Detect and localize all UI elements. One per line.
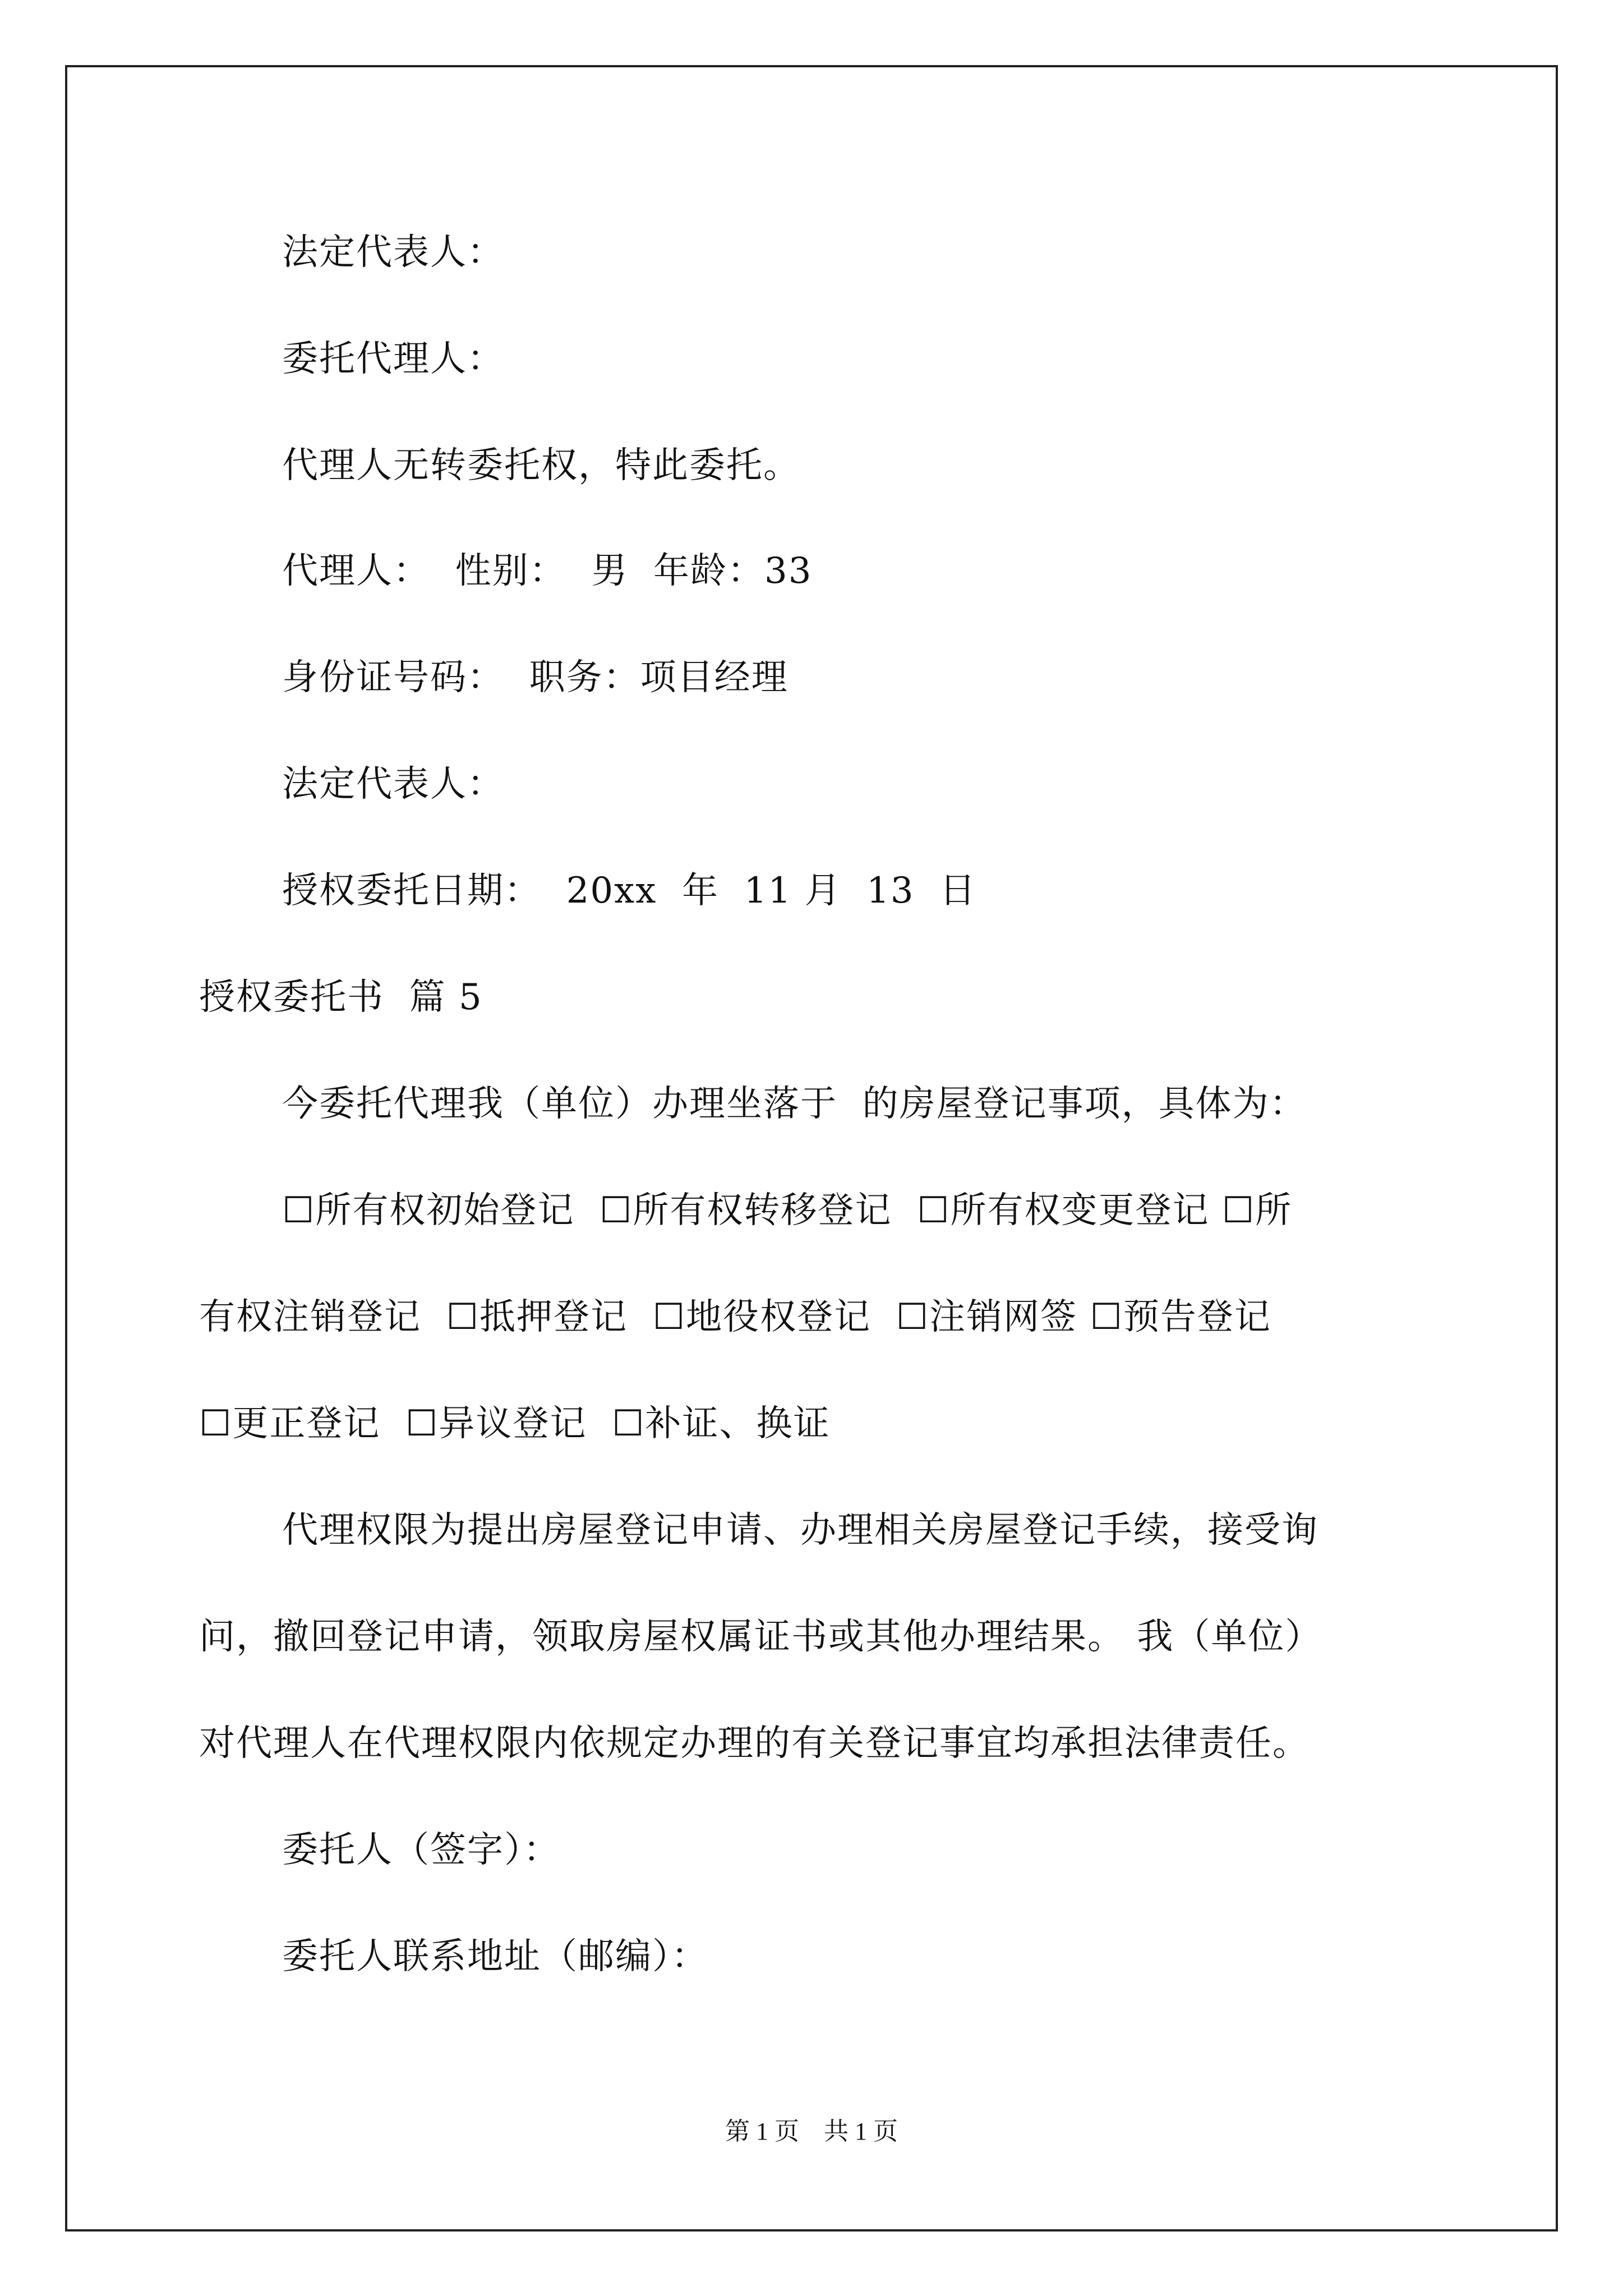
- id-number-line: 身份证号码： 职务：项目经理: [282, 657, 789, 698]
- checkbox-options-line-3: ☐更正登记 ☐异议登记 ☐补证、换证: [199, 1403, 831, 1444]
- page-number-footer: 第 1 页 共 1 页: [725, 2118, 898, 2145]
- agency-scope-line-1: 代理权限为提出房屋登记申请、办理相关房屋登记手续，接受询: [282, 1510, 1318, 1551]
- principal-address-line: 委托人联系地址（邮编）：: [282, 1936, 708, 1977]
- page-border: [65, 65, 1558, 2231]
- no-subdelegation-line: 代理人无转委托权，特此委托。: [282, 445, 800, 486]
- legal-representative-line-2: 法定代表人：: [282, 763, 504, 805]
- agent-info-line: 代理人： 性别： 男 年龄：33: [282, 550, 813, 592]
- authorized-agent-line: 委托代理人：: [282, 338, 504, 380]
- legal-representative-line-1: 法定代表人：: [282, 232, 504, 273]
- agency-scope-line-3: 对代理人在代理权限内依规定办理的有关登记事宜均承担法律责任。: [199, 1723, 1310, 1764]
- principal-signature-line: 委托人（签字）：: [282, 1829, 560, 1871]
- agency-scope-line-2: 问，撤回登记申请，领取房屋权属证书或其他办理结果。 我（单位）: [199, 1616, 1322, 1658]
- authorization-date-line: 授权委托日期： 20xx 年 11 月 13 日: [282, 870, 977, 912]
- checkbox-options-line-1: ☐所有权初始登记 ☐所有权转移登记 ☐所有权变更登记 ☐所: [282, 1190, 1293, 1231]
- entrustment-intro-line: 今委托代理我（单位）办理坐落于 的房屋登记事项，具体为：: [282, 1083, 1307, 1125]
- checkbox-options-line-2: 有权注销登记 ☐抵押登记 ☐地役权登记 ☐注销网签 ☐预告登记: [199, 1296, 1271, 1338]
- section-heading: 授权委托书 篇 5: [199, 977, 483, 1018]
